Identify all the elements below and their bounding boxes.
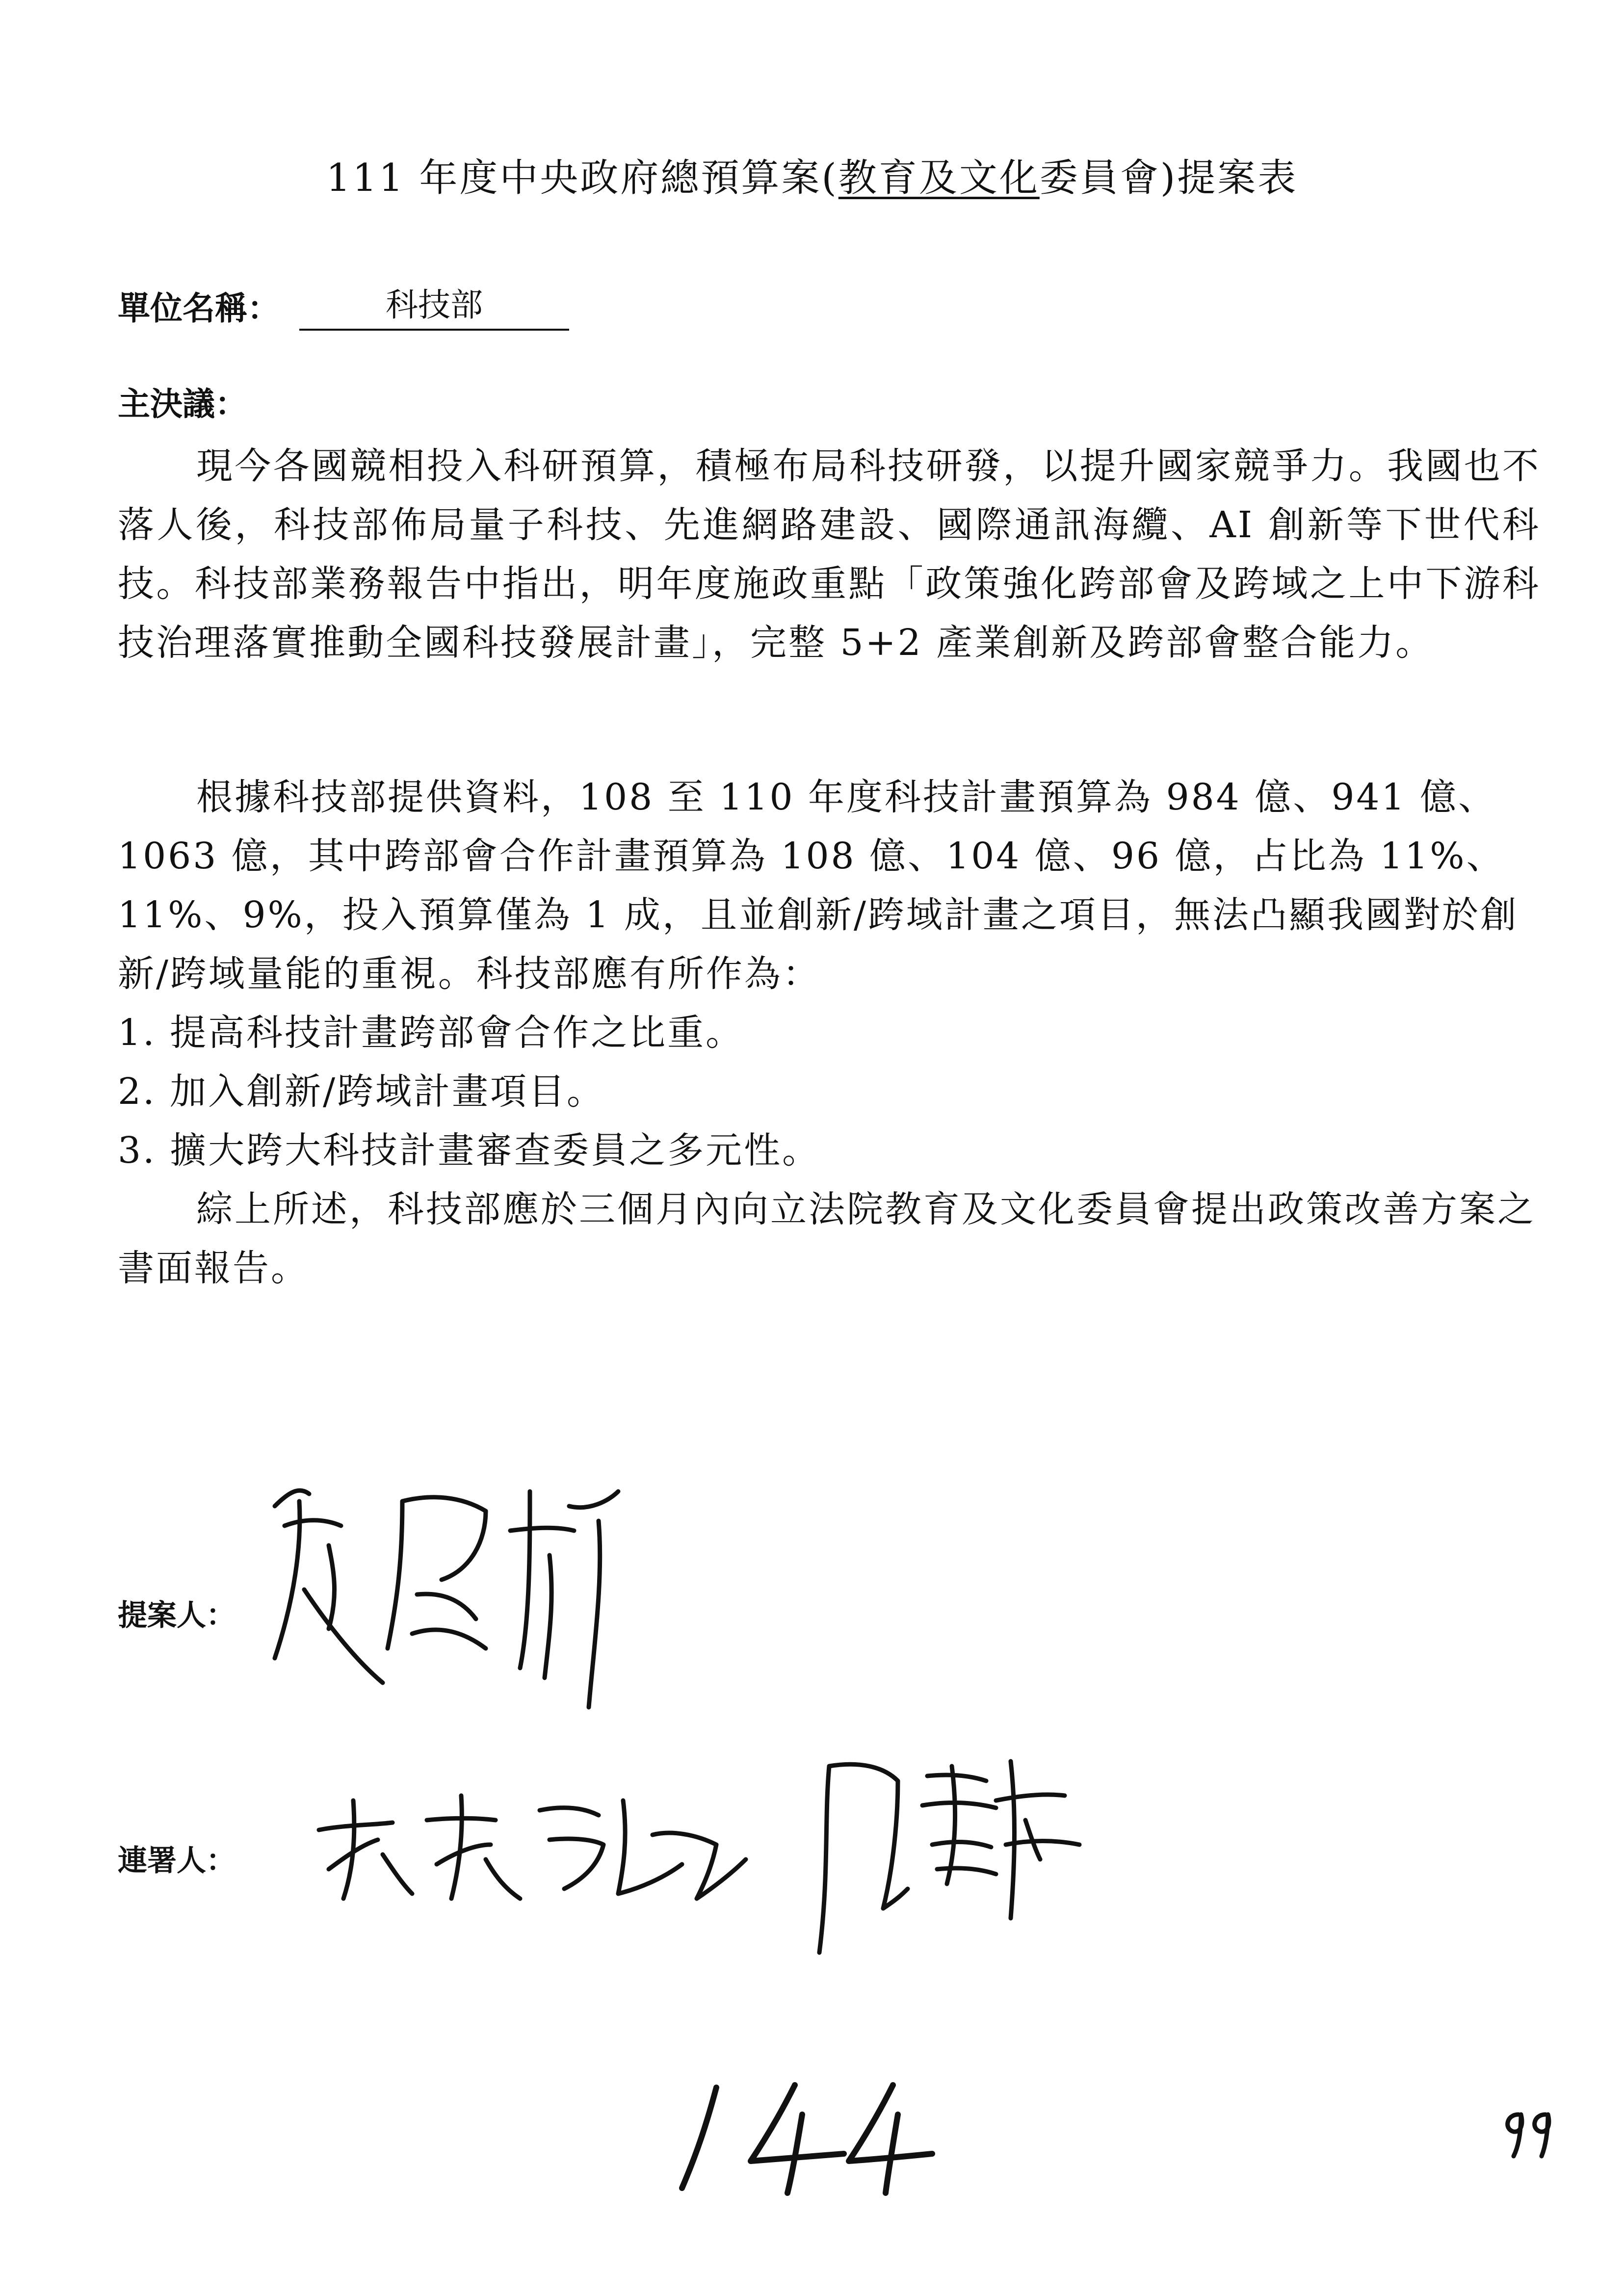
paragraph-2-text: 根據科技部提供資料，108 至 110 年度科技計畫預算為 984 億、941 億、1063 億，其中跨部會合作計畫預算為 108 億、104 億、96 億，占比為 11%、11%、9%，投入預算僅為 1 成，且並創新/跨域計畫之項目，無法凸顯我國對於創新/跨域量能的重視。科技部應有所作為： bbox=[118, 776, 1519, 995]
handwritten-corner-number bbox=[1496, 2102, 1555, 2161]
resolution-label: 主決議： bbox=[118, 385, 247, 423]
list-item: 2. 加入創新/跨域計畫項目。 bbox=[118, 1070, 605, 1113]
unit-value: 科技部 bbox=[299, 286, 569, 331]
page-title bbox=[0, 147, 1624, 202]
proposer-signature bbox=[255, 1472, 721, 1747]
cosigner-label: 連署人： bbox=[118, 1844, 236, 1878]
paragraph-1-text: 現今各國競相投入科研預算，積極布局科技研發，以提升國家競爭力。我國也不落人後，科技部佈局量子科技、先進網路建設、國際通訊海纜、AI 創新等下世代科技。科技部業務報告中指出，明年度施政重點「政策強化跨部會及跨域之上中下游科技治理落實推動全國科技發展計畫」，完整 5+2 產業創新及跨部會整合能力。 bbox=[118, 445, 1541, 664]
cosigner-signature bbox=[309, 1771, 751, 1918]
conclusion-text: 綜上所述，科技部應於三個月內向立法院教育及文化委員會提出政策改善方案之書面報告。 bbox=[118, 1188, 1536, 1289]
title-suffix: 委員會)提案表 bbox=[1039, 156, 1298, 200]
resolution-paragraph-1 bbox=[118, 437, 1541, 672]
title-committee: 教育及文化 bbox=[838, 156, 1040, 200]
title-prefix: 111 年度中央政府總預算案( bbox=[326, 156, 838, 200]
list-item: 3. 擴大跨大科技計畫審查委員之多元性。 bbox=[118, 1129, 821, 1172]
list-item: 1. 提高科技計畫跨部會合作之比重。 bbox=[118, 1012, 744, 1054]
handwritten-page-number bbox=[667, 2075, 942, 2193]
cosigner-signature bbox=[800, 1747, 1104, 1992]
unit-label: 單位名稱： bbox=[118, 289, 280, 327]
resolution-paragraph-2 bbox=[118, 768, 1541, 1298]
proposer-label: 提案人： bbox=[118, 1598, 236, 1633]
